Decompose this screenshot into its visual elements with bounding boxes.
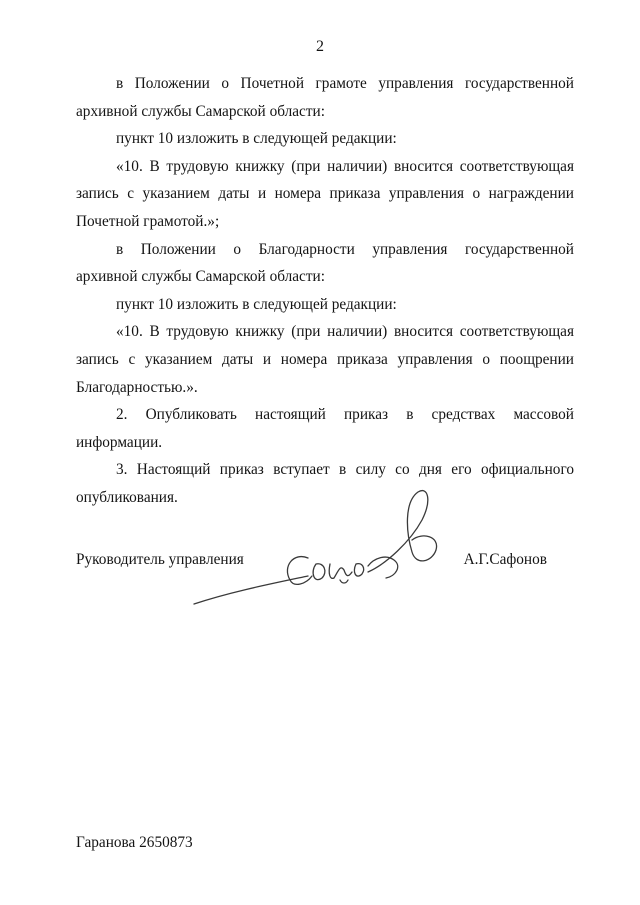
executor-info: Гаранова 2650873 <box>76 834 193 851</box>
position-title: Руководитель управления <box>76 551 244 568</box>
text-line: пункт 10 изложить в следующей редакции: <box>116 130 397 148</box>
text-line: «10. В трудовую книжку (при наличии) вносится соответствующая <box>116 157 574 175</box>
document-body <box>76 70 574 512</box>
text-line: в Положении о Благодарности управления государственной <box>116 240 574 258</box>
text-line: запись с указанием даты и номера приказа управления о награждении <box>76 185 574 203</box>
text-line: «10. В трудовую книжку (при наличии) вносится соответствующая <box>116 323 574 341</box>
text-line: Благодарностью.». <box>76 378 198 396</box>
text-line: информации. <box>76 433 163 451</box>
text-line: 3. Настоящий приказ вступает в силу со дня его официального <box>116 461 574 479</box>
text-line: архивной службы Самарской области: <box>76 102 325 120</box>
page-number: 2 <box>316 38 324 55</box>
paragraph <box>76 401 574 456</box>
text-line: архивной службы Самарской области: <box>76 268 325 286</box>
text-line: в Положении о Почетной грамоте управления государственной <box>116 75 574 92</box>
text-line: пункт 10 изложить в следующей редакции: <box>116 295 397 313</box>
text-line: 2. Опубликовать настоящий приказ в средствах массовой <box>116 406 574 424</box>
handwritten-signature <box>190 480 450 610</box>
text-line: запись с указанием даты и номера приказа управления о поощрении <box>76 350 574 368</box>
paragraph <box>76 70 574 125</box>
paragraph <box>76 236 574 291</box>
paragraph <box>76 318 574 401</box>
paragraph <box>76 291 574 319</box>
text-line: Почетной грамотой.»; <box>76 212 220 230</box>
text-line: опубликования. <box>76 488 178 506</box>
signer-name: А.Г.Сафонов <box>463 551 547 568</box>
paragraph <box>76 153 574 236</box>
paragraph <box>76 125 574 153</box>
